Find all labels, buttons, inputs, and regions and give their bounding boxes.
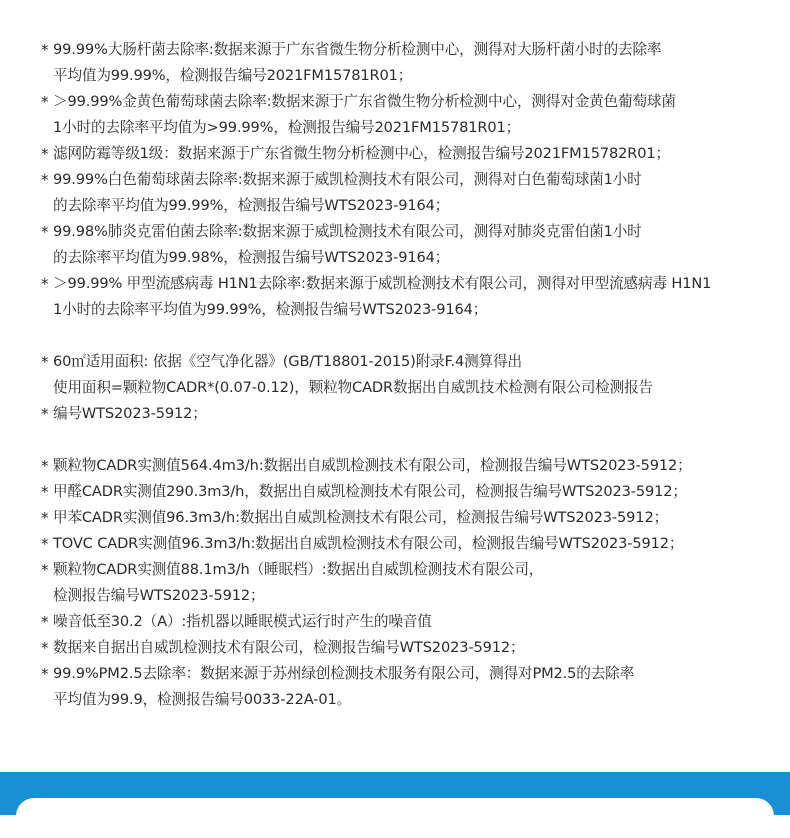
bullet: * — [41, 483, 49, 501]
note-line: 检测报告编号WTS2023-5912； — [53, 587, 265, 604]
note-ecoli — [41, 37, 784, 89]
note-line: 99.98%肺炎克雷伯菌去除率:数据来源于威凯检测技术有限公司，测得对肺炎克雷伯菌1小时 — [53, 223, 642, 240]
note-line: 平均值为99.9，检测报告编号0033-22A-01。 — [53, 691, 352, 708]
bullet: * — [41, 275, 49, 293]
bullet: * — [41, 93, 49, 111]
bullet: * — [41, 509, 49, 527]
note-noise — [41, 609, 784, 635]
note-line: 颗粒物CADR实测值564.4m3/h:数据出自威凯检测技术有限公司，检测报告编号WTS2023-5912； — [53, 457, 692, 474]
note-line: 的去除率平均值为99.99%，检测报告编号WTS2023-9164； — [53, 197, 450, 214]
note-line: 1小时的去除率平均值为99.99%，检测报告编号WTS2023-9164； — [53, 301, 488, 318]
note-h1n1 — [41, 271, 784, 323]
bullet: * — [41, 535, 49, 553]
note-staph-aureus — [41, 89, 784, 141]
note-staph-white — [41, 167, 784, 219]
note-area — [41, 349, 784, 401]
bullet: * — [41, 171, 49, 189]
note-line: 噪音低至30.2（A）:指机器以睡眠模式运行时产生的噪音值 — [53, 613, 432, 630]
note-pm25 — [41, 661, 784, 713]
bullet: * — [41, 41, 49, 59]
bullet: * — [41, 353, 49, 371]
note-particle-cadr — [41, 453, 784, 479]
note-line: 编号WTS2023-5912； — [53, 405, 207, 422]
footer-card — [16, 798, 774, 838]
note-sleep-cadr — [41, 557, 784, 609]
note-line: ＞99.99%金黄色葡萄球菌去除率:数据来源于广东省微生物分析检测中心，测得对金黄色葡萄球菌 — [53, 93, 676, 110]
bullet: * — [41, 405, 49, 423]
note-line: TOVC CADR实测值96.3m3/h:数据出自威凯检测技术有限公司，检测报告编号WTS2023-5912； — [53, 535, 684, 552]
note-noise-source — [41, 635, 784, 661]
note-line: 60㎡适用面积: 依据《空气净化器》(GB/T18801-2015)附录F.4测算得出 — [53, 353, 522, 370]
note-line: 甲醛CADR实测值290.3m3/h，数据出自威凯检测技术有限公司，检测报告编号WTS2023-5912； — [53, 483, 687, 500]
note-area-report — [41, 401, 784, 427]
footnote-list — [41, 37, 784, 713]
note-line: 的去除率平均值为99.98%，检测报告编号WTS2023-9164； — [53, 249, 450, 266]
note-filter-mold — [41, 141, 784, 167]
spacer — [41, 323, 784, 349]
bullet: * — [41, 223, 49, 241]
note-line: 滤网防霉等级1级：数据来源于广东省微生物分析检测中心，检测报告编号2021FM15782R01； — [53, 145, 670, 162]
spacer — [41, 427, 784, 453]
bullet: * — [41, 145, 49, 163]
note-line: 颗粒物CADR实测值88.1m3/h（睡眠档）:数据出自威凯检测技术有限公司， — [53, 561, 544, 578]
bullet: * — [41, 665, 49, 683]
bullet: * — [41, 613, 49, 631]
note-line: 99.99%大肠杆菌去除率:数据来源于广东省微生物分析检测中心，测得对大肠杆菌小时的去除率 — [53, 41, 662, 58]
bullet: * — [41, 561, 49, 579]
bullet: * — [41, 639, 49, 657]
note-line: 99.99%白色葡萄球菌去除率:数据来源于威凯检测技术有限公司，测得对白色葡萄球菌1小时 — [53, 171, 642, 188]
note-line: 平均值为99.99%，检测报告编号2021FM15781R01； — [53, 67, 413, 84]
note-line: 使用面积=颗粒物CADR*(0.07-0.12)，颗粒物CADR数据出自威凯技术检测有限公司检测报告 — [53, 379, 653, 396]
note-toluene-cadr — [41, 505, 784, 531]
bullet: * — [41, 457, 49, 475]
note-line: 99.9%PM2.5去除率：数据来源于苏州绿创检测技术服务有限公司，测得对PM2.5的去除率 — [53, 665, 635, 682]
note-line: 甲苯CADR实测值96.3m3/h:数据出自威凯检测技术有限公司，检测报告编号WTS2023-5912； — [53, 509, 669, 526]
note-line: 数据来自据出自威凯检测技术有限公司，检测报告编号WTS2023-5912； — [53, 639, 525, 656]
note-line: ＞99.99% 甲型流感病毒 H1N1去除率:数据来源于威凯检测技术有限公司，测得对甲型流感病毒 H1N1 — [53, 275, 712, 292]
note-klebsiella — [41, 219, 784, 271]
note-tvoc-cadr — [41, 531, 784, 557]
note-line: 1小时的去除率平均值为>99.99%，检测报告编号2021FM15781R01； — [53, 119, 521, 136]
note-formaldehyde-cadr — [41, 479, 784, 505]
